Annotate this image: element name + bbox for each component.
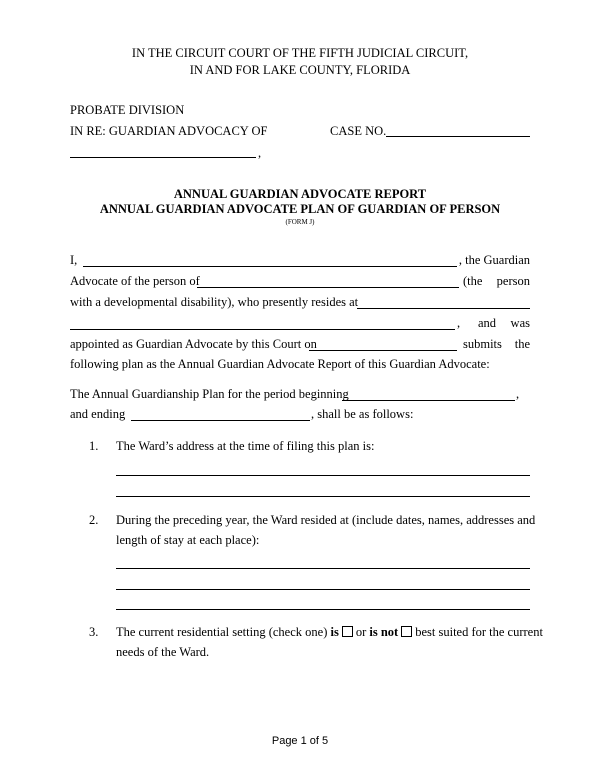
item2-answer-line2[interactable] [116,589,530,590]
item3-number: 3. [89,625,99,639]
intro-i: I, [70,253,78,267]
item1-answer-line2[interactable] [116,496,530,497]
item2-text-line2: length of stay at each place): [116,533,260,547]
item3-is-not: is not [369,625,399,639]
form-label: (FORM J) [285,218,315,226]
probate-division: PROBATE DIVISION [70,103,185,117]
item3-text-line2: needs of the Ward. [116,645,210,659]
item2-answer-line1[interactable] [116,568,530,569]
period-end-field[interactable] [131,420,310,421]
report-title-line2: ANNUAL GUARDIAN ADVOCATE PLAN OF GUARDIAN OF PERSON [99,202,501,216]
intro-the: (the [463,274,483,288]
intro-was: was [510,316,530,330]
item1-text: The Ward’s address at the time of filing this plan is: [116,439,375,453]
intro-advocate-of: Advocate of the person of [70,274,200,288]
period-shall-be: , shall be as follows: [311,407,414,421]
item2-answer-line3[interactable] [116,609,530,610]
item1-answer-line1[interactable] [116,475,530,476]
residence-field-2[interactable] [70,329,455,330]
period-start-field[interactable] [342,400,515,401]
intro-and: and [478,316,497,330]
intro-appointed: appointed as Guardian Advocate by this Court on [70,337,317,351]
item3-is: is [330,625,339,639]
ward-name-field[interactable] [70,157,256,158]
is-checkbox[interactable] [342,626,353,637]
item3-or: or [355,625,367,639]
ward-name-comma: , [258,146,262,160]
page-number: Page 1 of 5 [271,735,329,747]
intro-the-guardian: , the Guardian [458,253,530,267]
intro-the2: the [514,337,530,351]
item2-number: 2. [89,513,99,527]
is-not-checkbox[interactable] [401,626,412,637]
item3-pre: The current residential setting (check one) [116,625,328,639]
report-title-line1: ANNUAL GUARDIAN ADVOCATE REPORT [173,187,427,201]
intro-with-disability: with a developmental disability), who presently resides at [70,295,359,309]
court-heading-line1: IN THE CIRCUIT COURT OF THE FIFTH JUDICIAL CIRCUIT, [131,46,469,60]
court-heading-line2: IN AND FOR LAKE COUNTY, FLORIDA [189,63,411,77]
in-re-label: IN RE: GUARDIAN ADVOCACY OF [70,124,268,138]
item3-post: best suited for the current [415,625,543,639]
case-no-field[interactable] [386,136,530,137]
person-name-field[interactable] [197,287,459,288]
item3-text-line1 [116,625,543,640]
period-comma: , [516,387,520,401]
intro-submits: submits [463,337,502,351]
item2-text-line1: During the preceding year, the Ward resided at (include dates, names, addresses and [116,513,536,527]
item1-number: 1. [89,439,99,453]
intro-person: person [496,274,530,288]
period-and-ending: and ending [70,407,126,421]
intro-comma: , [457,316,461,330]
guardian-name-field[interactable] [83,266,457,267]
intro-following: following plan as the Annual Guardian Advocate Report of this Guardian Advocate: [70,357,490,371]
appointment-date-field[interactable] [309,350,457,351]
residence-field-1[interactable] [357,308,530,309]
case-no-label: CASE NO. [330,124,387,138]
period-beginning: The Annual Guardianship Plan for the period beginning [70,387,349,401]
